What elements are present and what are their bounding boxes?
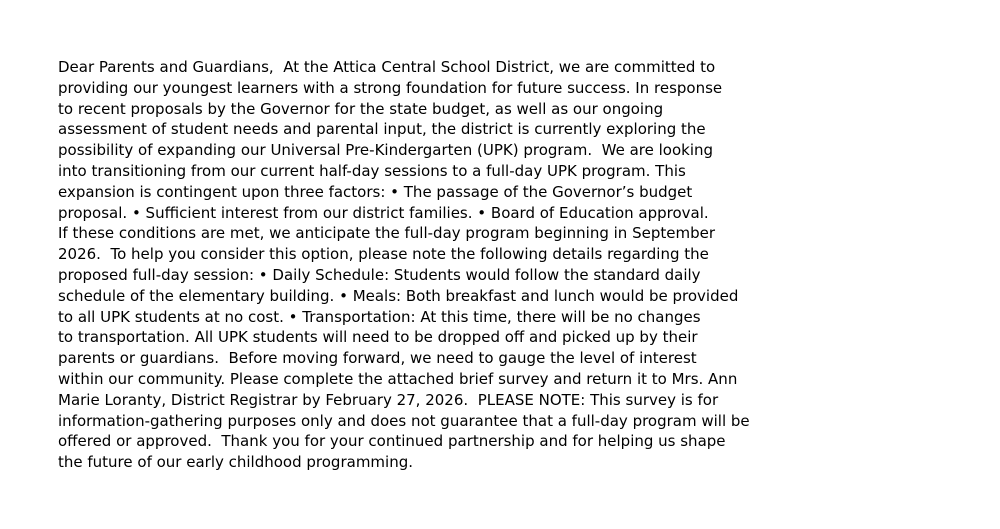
letter-line: the future of our early childhood programming.: [58, 453, 414, 472]
letter-line: Marie Loranty, District Registrar by February 27, 2026. PLEASE NOTE: This survey is for: [58, 390, 719, 409]
letter-line: proposed full-day session: • Daily Schedule: Students would follow the standard daily: [58, 265, 701, 284]
letter-line: within our community. Please complete the attached brief survey and return it to Mrs. Ann: [58, 369, 738, 388]
letter-line: Dear Parents and Guardians, At the Attica Central School District, we are committed to: [58, 58, 716, 76]
letter-line: parents or guardians. Before moving forward, we need to gauge the level of interest: [58, 349, 697, 368]
letter-line: into transitioning from our current half-day sessions to a full-day UPK program. This: [58, 161, 686, 180]
letter-line: to all UPK students at no cost. • Transportation: At this time, there will be no changes: [58, 307, 701, 326]
letter-line: proposal. • Sufficient interest from our district families. • Board of Education approval.: [58, 203, 709, 222]
letter-body: [58, 57, 798, 473]
letter-line: possibility of expanding our Universal Pre-Kindergarten (UPK) program. We are looking: [58, 141, 714, 160]
letter-line: offered or approved. Thank you for your continued partnership and for helping us shape: [58, 432, 726, 451]
letter-line: expansion is contingent upon three factors: • The passage of the Governor’s budget: [58, 182, 693, 201]
letter-line: schedule of the elementary building. • Meals: Both breakfast and lunch would be provided: [58, 286, 739, 305]
letter-line: assessment of student needs and parental input, the district is currently exploring the: [58, 120, 706, 139]
letter-line: providing our youngest learners with a strong foundation for future success. In response: [58, 78, 723, 97]
letter-line: to recent proposals by the Governor for the state budget, as well as our ongoing: [58, 99, 664, 118]
letter-line: information-gathering purposes only and does not guarantee that a full-day program will be: [58, 411, 750, 430]
letter-line: to transportation. All UPK students will need to be dropped off and picked up by their: [58, 328, 698, 347]
letter-line: 2026. To help you consider this option, please note the following details regarding the: [58, 245, 709, 264]
letter-line: If these conditions are met, we anticipate the full-day program beginning in September: [58, 224, 715, 243]
